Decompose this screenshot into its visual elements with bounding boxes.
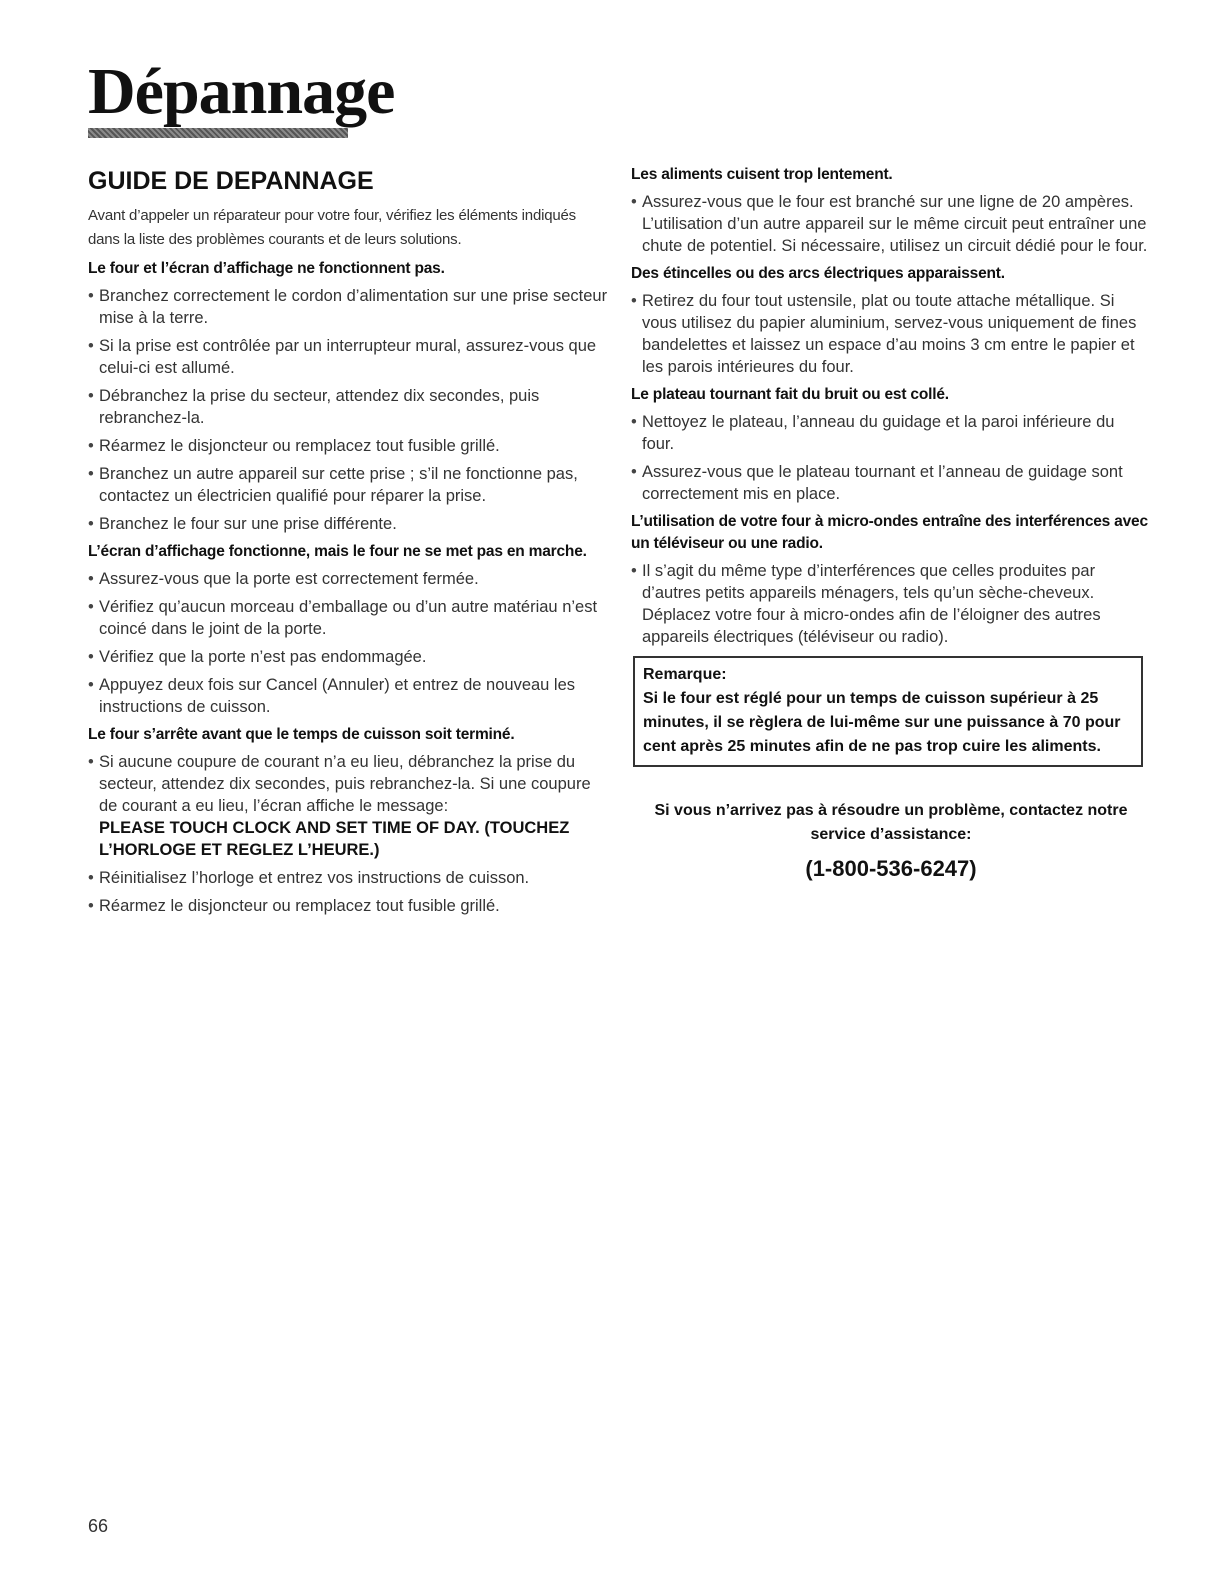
title-underline	[88, 128, 348, 138]
solution-text: Branchez un autre appareil sur cette prise ; s’il ne fonctionne pas, contactez un électricien qualifié pour réparer la prise.	[99, 465, 578, 505]
solution-text: Assurez-vous que la porte est correctement fermée.	[99, 570, 479, 588]
right-column	[631, 164, 1151, 883]
problem-block	[631, 384, 1151, 505]
solution-text: Débranchez la prise du secteur, attendez dix secondes, puis rebranchez-la.	[99, 387, 540, 427]
problem-title: L’écran d’affichage fonctionne, mais le four ne se met pas en marche.	[88, 543, 587, 560]
problem-block	[88, 541, 608, 718]
solution-text: Réinitialisez l’horloge et entrez vos instructions de cuisson.	[99, 869, 530, 887]
display-message: PLEASE TOUCH CLOCK AND SET TIME OF DAY. (TOUCHEZ L’HORLOGE ET REGLEZ L’HEURE.)	[99, 819, 570, 859]
intro-text: Avant d’appeler un réparateur pour votre four, vérifiez les éléments indiqués dans la liste des problèmes courants et de leurs solutions.	[88, 207, 576, 248]
solution-list	[88, 751, 608, 917]
solution-item	[631, 461, 1151, 505]
solution-text: Réarmez le disjoncteur ou remplacez tout fusible grillé.	[99, 437, 500, 455]
solution-text: Branchez correctement le cordon d’alimentation sur une prise secteur mise à la terre.	[99, 287, 608, 327]
solution-item	[88, 335, 608, 379]
solution-item	[88, 568, 608, 590]
left-column	[88, 166, 608, 923]
solution-list	[631, 560, 1151, 648]
solution-list	[631, 411, 1151, 505]
contact-text: Si vous n’arrivez pas à résoudre un problème, contactez notre service d’assistance:	[654, 802, 1128, 843]
solution-item	[88, 285, 608, 329]
solution-text: Appuyez deux fois sur Cancel (Annuler) et entrez de nouveau les instructions de cuisson.	[99, 676, 576, 716]
solution-text: Si aucune coupure de courant n’a eu lieu, débranchez la prise du secteur, attendez dix secondes, puis rebranchez-la. Si une coupure de courant a eu lieu, l’écran affiche le message:	[99, 753, 591, 815]
solution-text: Assurez-vous que le four est branché sur une ligne de 20 ampères. L’utilisation d’un autre appareil sur le même circuit peut entraîner une chute de potentiel. Si nécessaire, utilisez un circuit dédié pour le four.	[642, 193, 1148, 255]
solution-list	[631, 290, 1151, 378]
page-number: 66	[88, 1516, 109, 1536]
solution-text: Retirez du four tout ustensile, plat ou toute attache métallique. Si vous utilisez du papier aluminium, servez-vous uniquement de fines bandelettes et laissez un espace d’au moins 3 cm entre le papier et les parois intérieures du four.	[642, 292, 1137, 376]
solution-text: Vérifiez que la porte n’est pas endommagée.	[99, 648, 427, 666]
problem-title: Le four et l’écran d’affichage ne fonctionnent pas.	[88, 260, 445, 277]
solution-item	[88, 751, 608, 861]
solution-list	[88, 285, 608, 535]
solution-item	[88, 674, 608, 718]
problem-title: Des étincelles ou des arcs électriques apparaissent.	[631, 265, 1005, 282]
solution-item	[631, 191, 1151, 257]
solution-list	[631, 191, 1151, 257]
problem-title: Les aliments cuisent trop lentement.	[631, 166, 893, 183]
solution-item	[88, 385, 608, 429]
problem-title: L’utilisation de votre four à micro-ondes entraîne des interférences avec un téléviseur ou une radio.	[631, 513, 1148, 552]
phone-number: (1-800-536-6247)	[805, 856, 977, 881]
problem-title: Le four s’arrête avant que le temps de cuisson soit terminé.	[88, 726, 515, 743]
solution-text: Il s’agit du même type d’interférences que celles produites par d’autres petits appareils ménagers, tels qu’un sèche-cheveux. Déplacez votre four à micro-ondes afin de l’éloigner des autres appareils électriques (téléviseur ou radio).	[642, 562, 1101, 646]
solution-text: Assurez-vous que le plateau tournant et l’anneau de guidage sont correctement mis en place.	[642, 463, 1123, 503]
problem-block	[631, 511, 1151, 648]
solution-item	[631, 560, 1151, 648]
note-box	[633, 656, 1143, 767]
solution-item	[88, 513, 608, 535]
solution-item	[88, 596, 608, 640]
solution-text: Vérifiez qu’aucun morceau d’emballage ou d’un autre matériau n’est coincé dans le joint de la porte.	[99, 598, 598, 638]
note-text: Si le four est réglé pour un temps de cuisson supérieur à 25 minutes, il se règlera de lui-même sur une puissance à 70 pour cent après 25 minutes afin de ne pas trop cuire les aliments.	[643, 690, 1121, 755]
solution-text: Si la prise est contrôlée par un interrupteur mural, assurez-vous que celui-ci est allumé.	[99, 337, 597, 377]
solution-text: Réarmez le disjoncteur ou remplacez tout fusible grillé.	[99, 897, 500, 915]
solution-item	[88, 646, 608, 668]
solution-text: Branchez le four sur une prise différente.	[99, 515, 397, 533]
solution-text: Nettoyez le plateau, l’anneau du guidage et la paroi inférieure du four.	[642, 413, 1115, 453]
solution-item	[88, 867, 608, 889]
problem-block	[631, 164, 1151, 257]
solution-item	[631, 290, 1151, 378]
solution-list	[88, 568, 608, 718]
solution-item	[631, 411, 1151, 455]
problem-title: Le plateau tournant fait du bruit ou est collé.	[631, 386, 949, 403]
note-label: Remarque:	[643, 666, 727, 683]
problem-block	[88, 724, 608, 917]
solution-item	[88, 895, 608, 917]
section-heading: GUIDE DE DEPANNAGE	[88, 167, 374, 195]
problem-block	[88, 258, 608, 535]
page-title: Dépannage	[88, 55, 395, 128]
solution-item	[88, 435, 608, 457]
problem-block	[631, 263, 1151, 378]
solution-item	[88, 463, 608, 507]
